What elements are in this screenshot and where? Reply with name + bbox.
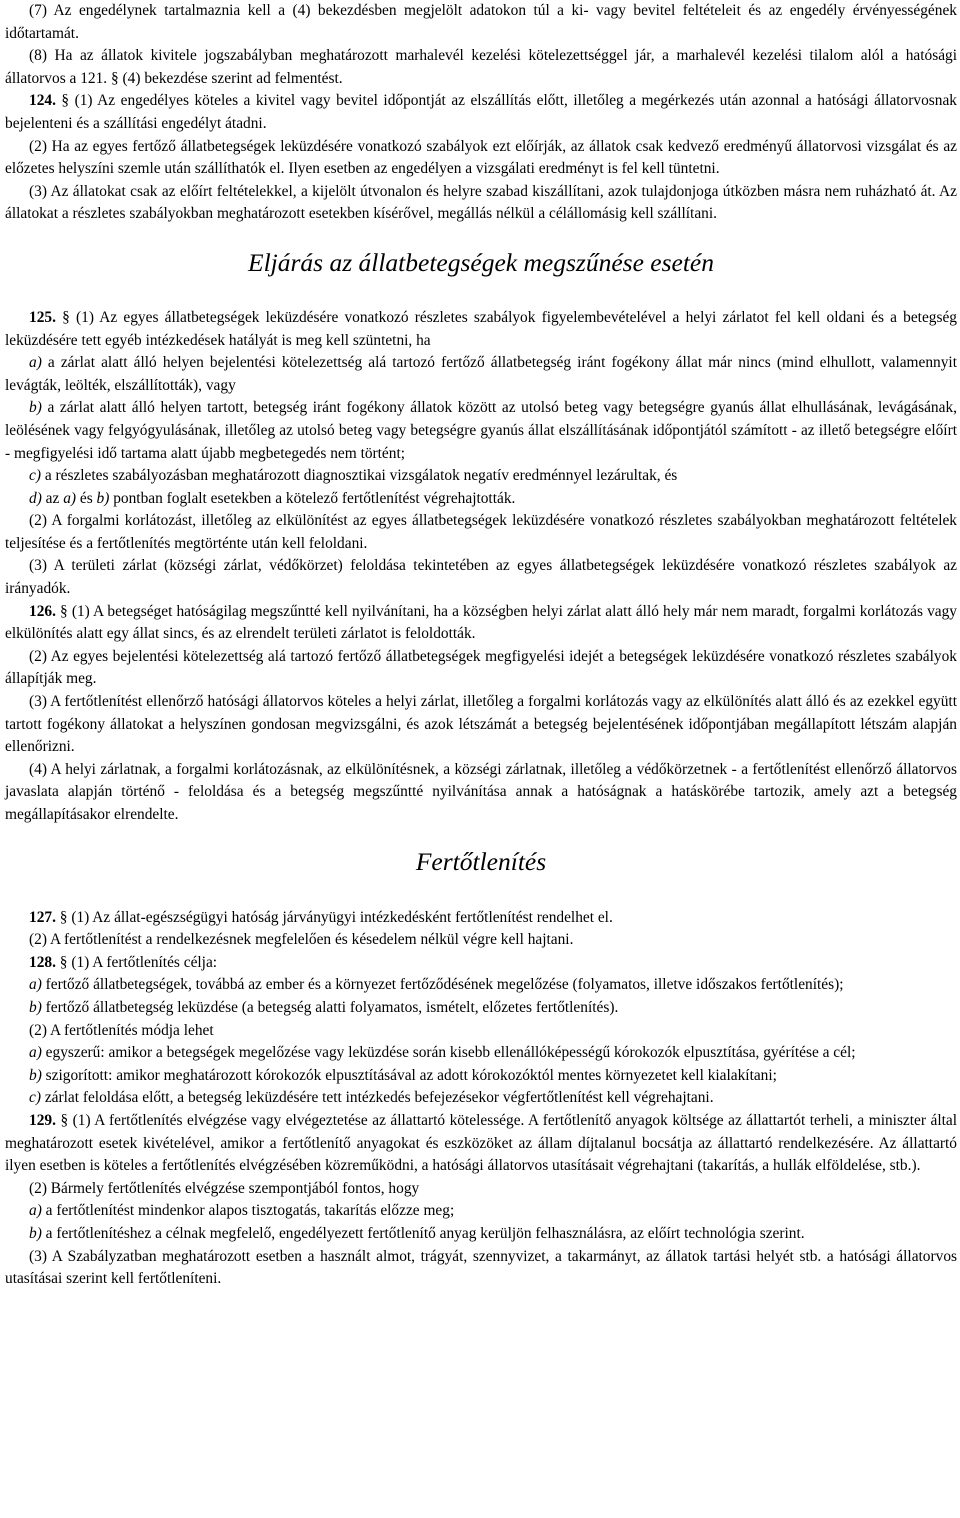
paragraph-text: § (1) A betegséget hatóságilag megszűntté kell nyilvánítani, ha a községben helyi zárlat alatt álló hely már nem maradt, forgalmi korlátozás vagy elkülönítés alatt egy állat sincs, és az elrendelt területi zárlatot is feloldották. bbox=[5, 602, 957, 643]
point-text: a részletes szabályozásban meghatározott diagnosztikai vizsgálatok negatív eredménnyel lezárultak, és bbox=[40, 467, 678, 485]
paragraph-126-3: (3) A fertőtlenítést ellenőrző hatósági állatorvos köteles a helyi zárlat, illetőleg a forgalmi korlátozás vagy az elkülönítés alatt álló és az ezekkel együtt tartott fogékony állatokat a helyszínen gondosan megvizsgálni, és azok létszámát a betegség bejelentésének időpontjában megállapított létszám alapján ellenőrizni. bbox=[5, 693, 957, 756]
point-129-2-b bbox=[5, 1223, 957, 1246]
point-reference: b) bbox=[96, 489, 110, 507]
point-129-2-a bbox=[5, 1200, 957, 1223]
paragraph-124-3: (3) Az állatokat csak az előírt feltételekkel, a kijelölt útvonalon és helyre szabad kiszállítani, azok tulajdonjoga útközben másra nem ruházható át. Az állatokat a részletes szabályokban meghatározott esetekben kísérővel, megállás nélkül a célállomásig kell szállítani. bbox=[5, 182, 957, 223]
paragraph-129-1 bbox=[5, 1110, 957, 1178]
point-128-2-b bbox=[5, 1065, 957, 1088]
point-label: d) bbox=[29, 489, 42, 507]
section-number-126: 126. bbox=[29, 602, 56, 620]
point-text: az bbox=[41, 489, 64, 507]
paragraph-124-2: (2) Ha az egyes fertőző állatbetegségek leküzdésére vonatkozó szabályok ezt előírják, az állatok csak kedvező eredményű állatorvosi vizsgálat és az előzetes helyszíni szemle után szállíthatók el. Ilyen esetben az engedélyen a vizsgálati eredményt is fel kell tüntetni. bbox=[5, 137, 957, 178]
point-text: a fertőtlenítéshez a célnak megfelelő, engedélyezett fertőtlenítő anyag kerüljön felhasználásra, az előírt technológia szerint. bbox=[41, 1224, 805, 1242]
point-label: a) bbox=[29, 1044, 42, 1062]
point-125-b bbox=[5, 397, 957, 465]
paragraph-126-1 bbox=[5, 601, 957, 646]
point-128-2-a bbox=[5, 1042, 957, 1065]
paragraph-125-3: (3) A területi zárlat (községi zárlat, védőkörzet) feloldása tekintetében az egyes állatbetegségek leküzdésére vonatkozó részletes szabályok az irányadók. bbox=[5, 557, 957, 598]
point-label: a) bbox=[29, 976, 42, 994]
point-text: fertőző állatbetegség leküzdése (a betegség alatti folyamatos, ismételt, előzetes fertőtlenítés). bbox=[41, 998, 619, 1016]
paragraph-126-2: (2) Az egyes bejelentési kötelezettség alá tartozó fertőző állatbetegségek megfigyelési idejét a betegségek leküzdésére vonatkozó részletes szabályok állapítják meg. bbox=[5, 647, 957, 688]
point-label: c) bbox=[29, 467, 41, 485]
paragraph-text: § (1) A fertőtlenítés elvégzése vagy elvégeztetése az állattartó kötelessége. A fertőtlenítő anyagok költsége az állattartót terheli, a miniszter által meghatározott esetek kivételével, amikor a fertőtlenítő anyagokat és eszközöket az állam díjtalanul bocsátja az állattartó rendelkezésére. Az állattartó ilyen esetben is köteles a fertőtlenítés elvégzésében közreműködni, a hatósági állatorvos utasításait végrehajtani (takarítás, a hullák elföldelése, stb.). bbox=[5, 1111, 957, 1175]
point-reference: a) bbox=[63, 489, 77, 507]
section-number-127: 127. bbox=[29, 908, 56, 926]
point-text: szigorított: amikor meghatározott kórokozók elpusztításával az adott kórokozóktól mentes környezetet kell kialakítani; bbox=[41, 1066, 777, 1084]
paragraph-text: § (1) Az egyes állatbetegségek leküzdésére vonatkozó részletes szabályok figyelembevételével a helyi zárlatot fel kell oldani és a betegség leküzdésére tett egyéb intézkedések hatályát is meg kell szüntetni, ha bbox=[5, 308, 957, 349]
paragraph-126-4: (4) A helyi zárlatnak, a forgalmi korlátozásnak, az elkülönítésnek, a községi zárlatnak, illetőleg a védőkörzetnek - a fertőtlenítést ellenőrző állatorvos javaslata alapján történő - feloldása és a betegség megszűntté nyilvánítása annak a hatóságnak a hatáskörébe tartozik, amely azt a betegség megállapításakor elrendelte. bbox=[5, 760, 957, 823]
point-text: és bbox=[76, 489, 97, 507]
point-label: b) bbox=[29, 1224, 42, 1242]
point-label: b) bbox=[29, 998, 42, 1016]
paragraph-124-1 bbox=[5, 90, 957, 135]
section-number-124: 124. bbox=[29, 92, 56, 110]
section-heading-fertotlenites: Fertőtlenítés bbox=[415, 846, 547, 876]
paragraph-128-1 bbox=[5, 952, 957, 975]
point-text: a fertőtlenítést mindenkor alapos tisztogatás, takarítás előzze meg; bbox=[41, 1202, 455, 1220]
point-label: a) bbox=[29, 1202, 42, 1220]
point-label: b) bbox=[29, 1066, 42, 1084]
paragraph-127-2: (2) A fertőtlenítést a rendelkezésnek megfelelően és késedelem nélkül végre kell hajtani. bbox=[29, 931, 574, 949]
point-text: pontban foglalt esetekben a kötelező fertőtlenítést végrehajtották. bbox=[109, 489, 516, 507]
point-label: b) bbox=[29, 399, 42, 417]
point-125-c bbox=[5, 465, 957, 488]
paragraph-129-3: (3) A Szabályzatban meghatározott esetben a használt almot, trágyát, szennyvizet, a takarmányt, az állatok tartási helyét stb. a hatósági állatorvos utasításai szerint kell fertőtleníteni. bbox=[5, 1247, 957, 1288]
point-125-d bbox=[5, 488, 957, 511]
point-125-a bbox=[5, 352, 957, 397]
section-number-128: 128. bbox=[29, 953, 56, 971]
paragraph-text: § (1) Az engedélyes köteles a kivitel vagy bevitel időpontját az elszállítás előtt, illetőleg a megérkezés után azonnal a hatósági állatorvosnak bejelenteni és a szállítási engedélyt átadni. bbox=[5, 92, 957, 132]
paragraph-text: § (1) A fertőtlenítés célja: bbox=[59, 953, 218, 971]
paragraph-129-2: (2) Bármely fertőtlenítés elvégzése szempontjából fontos, hogy bbox=[29, 1179, 420, 1197]
paragraph-128-2: (2) A fertőtlenítés módja lehet bbox=[29, 1021, 214, 1039]
point-text: a zárlat alatt álló helyen tartott, betegség iránt fogékony állatok között az utolsó beteg vagy betegségre gyanús állat elhullásának, levágásának, leölésének vagy felgyógyulásának, illetőleg az utolsó beteg vagy betegségre gyanús állat elszállításának időpontjától számított - az illető betegségre előírt - megfigyelési idő tartama alatt újabb megbetegedés nem történt; bbox=[5, 399, 957, 462]
point-128-1-b bbox=[5, 997, 957, 1020]
point-text: egyszerű: amikor a betegségek megelőzése vagy leküzdése során kisebb ellenállóképességű kórokozók elpusztítása, gyérítése a cél; bbox=[41, 1044, 856, 1062]
paragraph-125-1 bbox=[5, 307, 957, 352]
point-text: zárlat feloldása előtt, a betegség leküzdésére tett intézkedés befejezésekor végfertőtlenítést kell végrehajtani. bbox=[40, 1089, 714, 1107]
section-heading-eljaras: Eljárás az állatbetegségek megszűnése esetén bbox=[248, 247, 714, 277]
point-128-1-a bbox=[5, 974, 957, 997]
point-text: fertőző állatbetegségek, továbbá az ember és a környezet fertőződésének megelőzése (folyamatos, illetve időszakos fertőtlenítés); bbox=[41, 976, 844, 994]
section-number-125: 125. bbox=[29, 308, 56, 326]
point-text: a zárlat alatt álló helyen bejelentési kötelezettség alá tartozó fertőző állatbetegség iránt fogékony állat már nincs (mind elhullott, valamennyit levágták, leölték, elszállították), vagy bbox=[5, 354, 957, 394]
paragraph-123-7: (7) Az engedélynek tartalmaznia kell a (4) bekezdésben megjelölt adatokon túl a ki- vagy bevitel feltételeit és az engedély érvényességének időtartamát. bbox=[5, 2, 957, 42]
paragraph-125-2: (2) A forgalmi korlátozást, illetőleg az elkülönítést az egyes állatbetegségek leküzdésére vonatkozó részletes szabályokban meghatározott feltételek teljesítése és a fertőtlenítés megtörténte után kell feloldani. bbox=[5, 512, 957, 552]
paragraph-127-1 bbox=[5, 907, 957, 930]
paragraph-123-8: (8) Ha az állatok kivitele jogszabályban meghatározott marhalevél kezelési kötelezettséggel jár, a marhalevél kezelési tilalom alól a hatósági állatorvos a 121. § (4) bekezdése szerint ad felmentést. bbox=[5, 47, 957, 87]
paragraph-text: § (1) Az állat-egészségügyi hatóság járványügyi intézkedésként fertőtlenítést rendelhet el. bbox=[59, 908, 613, 926]
point-label: a) bbox=[29, 354, 42, 372]
point-128-2-c bbox=[5, 1087, 957, 1110]
section-number-129: 129. bbox=[29, 1111, 56, 1129]
point-label: c) bbox=[29, 1089, 41, 1107]
